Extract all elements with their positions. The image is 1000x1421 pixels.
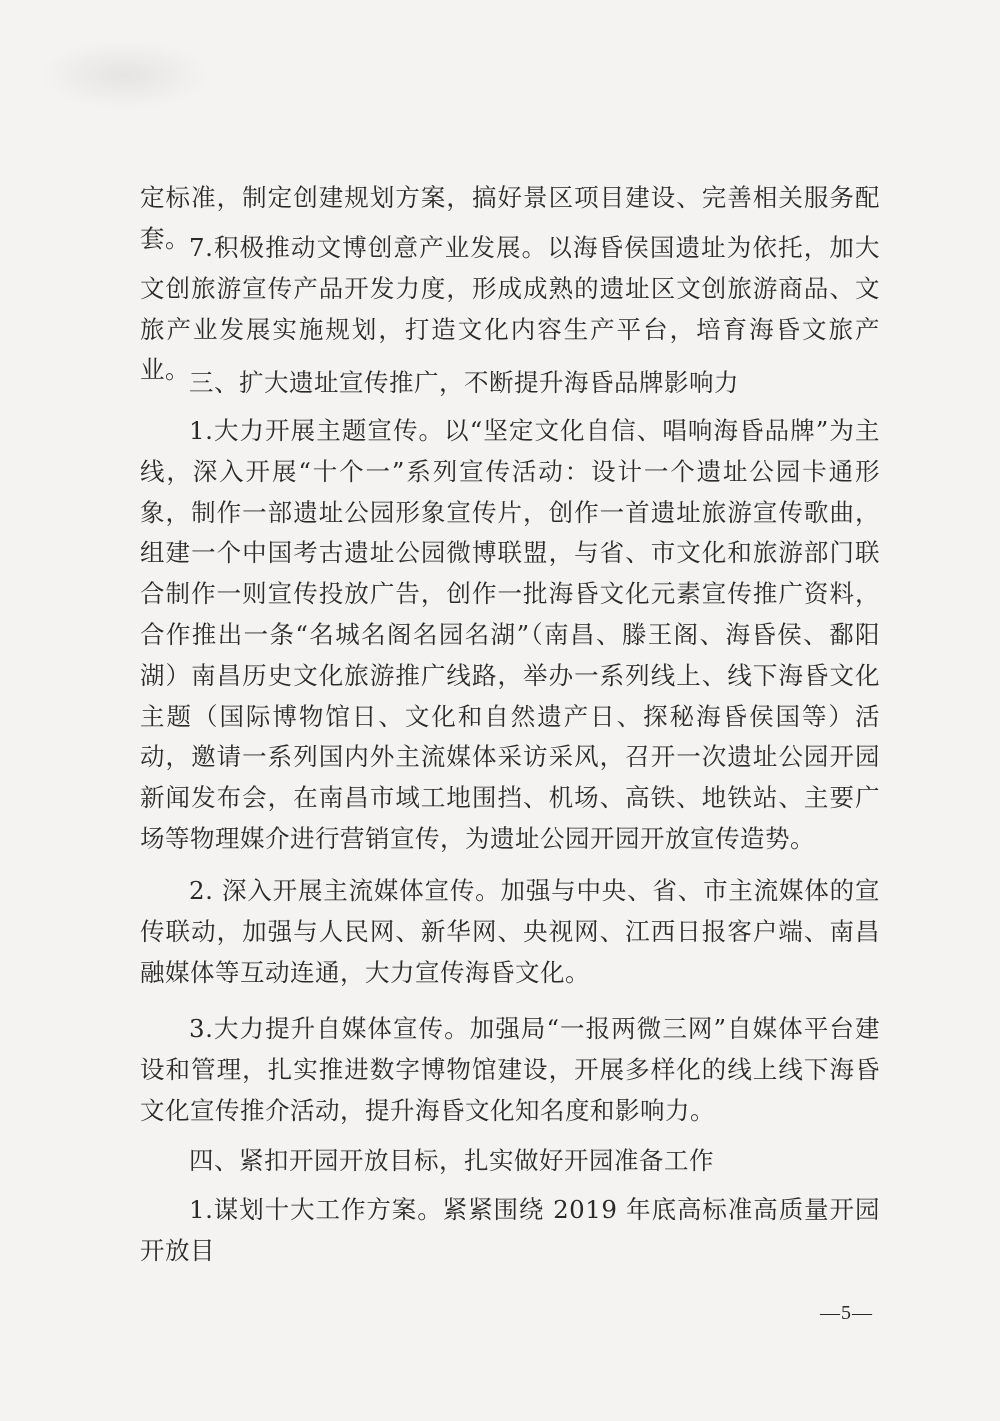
section-heading-4: 四、紧扣开园开放目标，扎实做好开园准备工作	[189, 1146, 714, 1175]
scan-smudge	[40, 40, 210, 110]
paragraph-section4-item-1: 1.谋划十大工作方案。紧紧围绕 2019 年底高标准高质量开园开放目	[140, 1195, 880, 1265]
paragraph-item-7: 7.积极推动文博创意产业发展。以海昏侯国遗址为依托，加大文创旅游宣传产品开发力度，形成成熟的遗址区文创旅游商品、文旅产业发展实施规划，打造文化内容生产平台，培育海昏文旅产业。	[140, 233, 880, 385]
section-heading-3: 三、扩大遗址宣传推广，不断提升海昏品牌影响力	[189, 368, 739, 397]
paragraph-section3-item-3: 3.大力提升自媒体宣传。加强局“一报两微三网”自媒体平台建设和管理，扎实推进数字博物馆建设，开展多样化的线上线下海昏文化宣传推介活动，提升海昏文化知名度和影响力。	[140, 1014, 880, 1125]
paragraph-section3-item-1: 1.大力开展主题宣传。以“坚定文化自信、唱响海昏品牌”为主线，深入开展“十个一”系列宣传活动：设计一个遗址公园卡通形象，制作一部遗址公园形象宣传片，创作一首遗址旅游宣传歌曲，组建一个中国考古遗址公园微博联盟，与省、市文化和旅游部门联合制作一则宣传投放广告，创作一批海昏文化元素宣传推广资料，合作推出一条“名城名阁名园名湖”（南昌、滕王阁、海昏侯、鄱阳湖）南昌历史文化旅游推广线路，举办一系列线上、线下海昏文化主题（国际博物馆日、文化和自然遗产日、探秘海昏侯国等）活动，邀请一系列国内外主流媒体采访采风，召开一次遗址公园开园新闻发布会，在南昌市域工地围挡、机场、高铁、地铁站、主要广场等物理媒介进行营销宣传，为遗址公园开园开放宣传造势。	[140, 416, 880, 853]
paragraph-continuation: 定标准，制定创建规划方案，搞好景区项目建设、完善相关服务配套。	[140, 183, 880, 253]
paragraph-section3-item-2: 2. 深入开展主流媒体宣传。加强与中央、省、市主流媒体的宣传联动，加强与人民网、新华网、央视网、江西日报客户端、南昌融媒体等互动连通，大力宣传海昏文化。	[140, 876, 880, 987]
page-number: —5—	[820, 1302, 873, 1324]
